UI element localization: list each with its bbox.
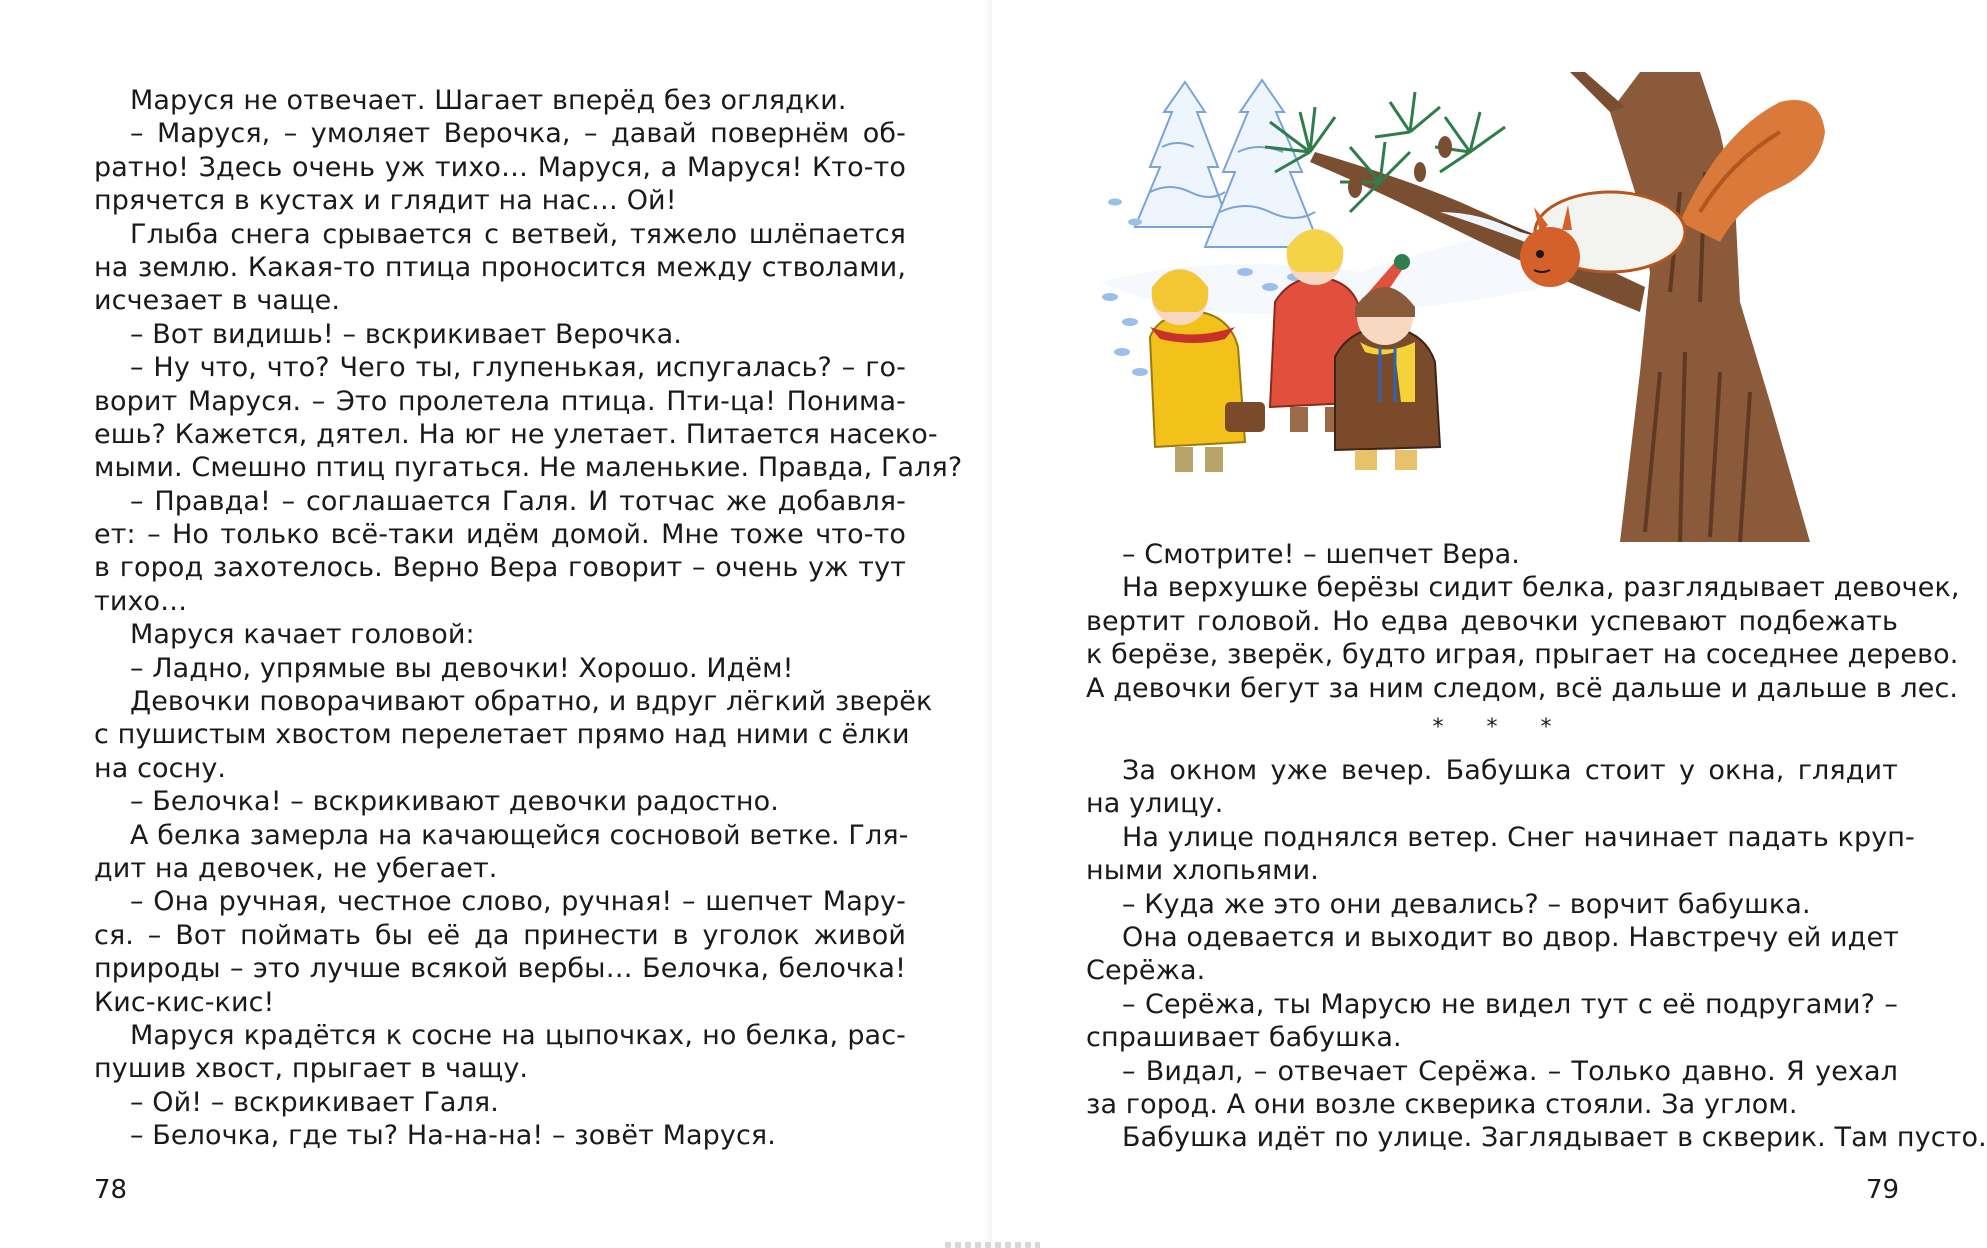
text-line: прячется в кустах и глядит на нас… Ой!: [94, 185, 677, 217]
section-separator: * * *: [1432, 715, 1570, 740]
text-line: мыми. Смешно птиц пугаться. Не маленькие. Правда, Галя?: [94, 452, 963, 484]
text-line: Девочки поворачивают обратно, и вдруг лёгкий зверёк: [130, 686, 933, 718]
text-line: на сосну.: [94, 752, 227, 784]
left-page: [0, 0, 992, 1248]
text-line: ратно! Здесь очень уж тихо… Маруся, а Маруся! Кто-то: [94, 151, 906, 183]
text-line: – Правда! – соглашается Галя. И тотчас же добавля-: [130, 485, 906, 517]
text-line: за город. А они возле скверика стояли. За углом.: [1086, 1088, 1798, 1120]
text-line: За окном уже вечер. Бабушка стоит у окна, глядит: [1122, 755, 1898, 786]
text-line: Бабушка идёт по улице. Заглядывает в скверик. Там пусто.: [1122, 1122, 1987, 1154]
text-line: ся. – Вот поймать бы её да принести в уголок живой: [94, 919, 906, 951]
right-page-text-bottom: [1086, 754, 1987, 1155]
text-line: Глыба снега срывается с ветвей, тяжело шлёпается: [130, 218, 906, 250]
text-line: А белка замерла на качающейся сосновой ветке. Гля-: [130, 819, 909, 851]
text-line: – Ой! – вскрикивает Галя.: [130, 1086, 499, 1118]
left-page-text: [94, 84, 963, 1153]
snowy-fir-left-icon: [1135, 82, 1230, 227]
text-line: исчезает в чаще.: [94, 285, 340, 317]
text-line: – Ну что, что? Чего ты, глупенькая, испугалась? – го-: [130, 352, 906, 384]
text-line: – Она ручная, честное слово, ручная! – шепчет Мару-: [130, 886, 906, 918]
text-line: вертит головой. Но едва девочки успевают подбежать: [1086, 605, 1898, 637]
text-line: ет: – Но только всё-таки идём домой. Мне тоже что-то: [94, 519, 906, 551]
text-line: – Белочка, где ты? На-на-на! – зовёт Маруся.: [130, 1120, 776, 1152]
text-line: в город захотелось. Верно Вера говорит – очень уж тут: [94, 552, 906, 584]
text-line: – Куда же это они девались? – ворчит бабушка.: [1122, 888, 1811, 920]
text-line: На улице поднялся ветер. Снег начинает падать круп-: [1122, 821, 1915, 853]
text-line: – Вот видишь! – вскрикивает Верочка.: [130, 318, 682, 350]
text-line: к берёзе, зверёк, будто играя, прыгает на соседнее дерево.: [1086, 639, 1959, 671]
text-line: дит на девочек, не убегает.: [94, 852, 498, 884]
right-page-text-top: [1086, 538, 1960, 705]
text-line: природы – это лучше всякой вербы… Белочка, белочка!: [94, 953, 906, 985]
text-line: спрашивает бабушка.: [1086, 1022, 1402, 1054]
text-line: А девочки бегут за ним следом, всё дальше и дальше в лес.: [1086, 672, 1959, 704]
text-line: – Белочка! – вскрикивают девочки радостно.: [130, 786, 779, 818]
binding-mark: [945, 1242, 1040, 1248]
text-line: Кис-кис-кис!: [94, 986, 275, 1018]
text-line: Она одевается и выходит во двор. Навстречу ей идет: [1122, 921, 1899, 953]
text-line: Маруся качает головой:: [130, 619, 475, 651]
text-line: – Смотрите! – шепчет Вера.: [1122, 539, 1520, 570]
text-line: – Серёжа, ты Марусю не видел тут с её подругами? –: [1122, 988, 1898, 1020]
text-line: Маруся не отвечает. Шагает вперёд без оглядки.: [130, 85, 847, 116]
text-line: пушив хвост, прыгает в чащу.: [94, 1053, 529, 1085]
text-line: Маруся крадётся к сосне на цыпочках, но белка, рас-: [130, 1019, 906, 1051]
snowy-fir-right-icon: [1205, 80, 1320, 247]
text-line: на землю. Какая-то птица проносится между стволами,: [94, 251, 906, 283]
page-number-left: 78: [94, 1175, 128, 1205]
text-line: – Ладно, упрямые вы девочки! Хорошо. Идём!: [130, 652, 794, 684]
text-line: ными хлопьями.: [1086, 855, 1319, 887]
text-line: ешь? Кажется, дятел. На юг не улетает. Питается насеко-: [94, 418, 938, 450]
text-line: тихо…: [94, 585, 188, 617]
text-line: На верхушке берёзы сидит белка, разглядывает девочек,: [1122, 572, 1960, 604]
text-line: ворит Маруся. – Это пролетела птица. Пти-ца! Понима-: [94, 385, 906, 417]
text-line: – Видал, – отвечает Серёжа. – Только давно. Я уехал: [1122, 1055, 1898, 1087]
page-number-right: 79: [1866, 1175, 1900, 1205]
text-line: на улицу.: [1086, 788, 1224, 820]
winter-forest-illustration: [1080, 72, 1902, 542]
text-line: с пушистым хвостом перелетает прямо над ними с ёлки: [94, 719, 910, 751]
text-line: Серёжа.: [1086, 955, 1206, 987]
text-line: – Маруся, – умоляет Верочка, – давай повернём об-: [130, 118, 906, 150]
